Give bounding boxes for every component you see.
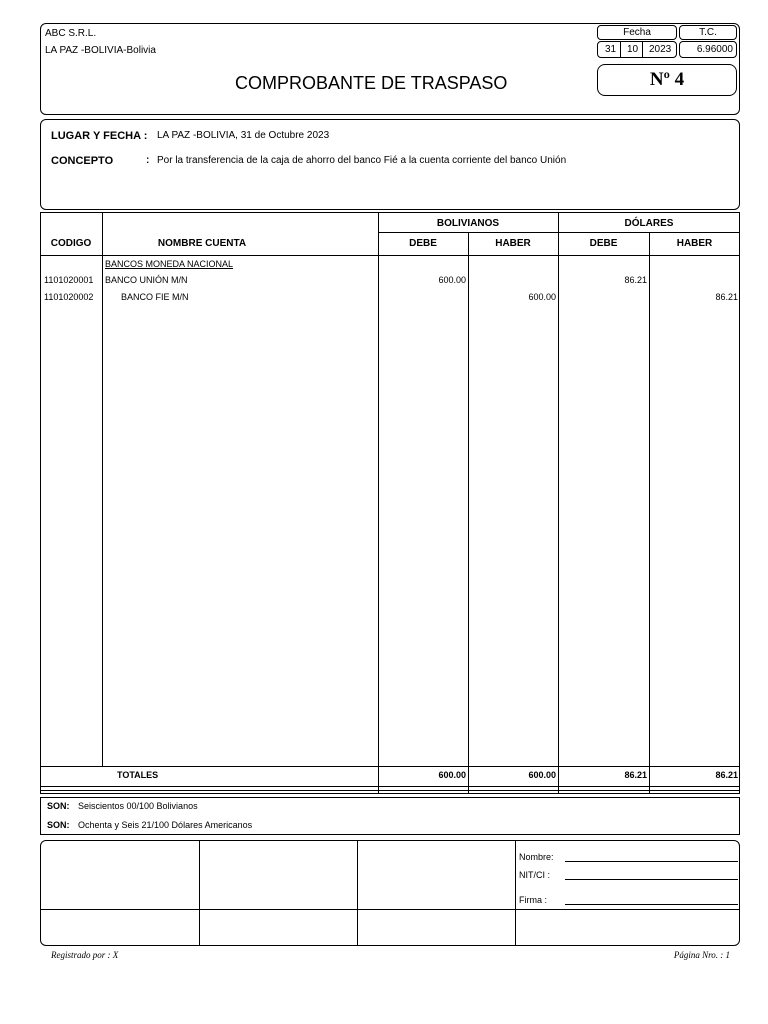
row-debe-bs: 600.00 [438, 275, 466, 285]
son-label-bs: SON: [47, 801, 70, 811]
company-location: LA PAZ -BOLIVIA-Bolivia [45, 45, 156, 56]
page-number: Página Nro. : 1 [673, 950, 730, 960]
header-bolivianos: BOLIVIANOS [436, 218, 500, 229]
row-codigo: 1101020002 [44, 292, 94, 302]
son-dolares: Ochenta y Seis 21/100 Dólares Americanos [78, 820, 253, 830]
date-day: 31 [605, 44, 617, 55]
signature-box [40, 840, 740, 946]
lugar-value: LA PAZ -BOLIVIA, 31 de Octubre 2023 [157, 130, 330, 141]
nombre-line[interactable] [565, 861, 738, 862]
document-number: Nº 4 [649, 69, 685, 90]
concepto-separator: : [146, 155, 150, 166]
firma-label: Firma : [519, 895, 547, 905]
lugar-label: LUGAR Y FECHA : [51, 130, 148, 142]
header-haber-bs: HABER [495, 238, 531, 249]
header-codigo: CODIGO [50, 238, 92, 249]
company-name: ABC S.R.L. [45, 28, 97, 39]
document-title: COMPROBANTE DE TRASPASO [235, 73, 508, 93]
date-box [597, 41, 677, 58]
date-year: 2023 [649, 44, 672, 55]
tc-label: T.C. [699, 27, 717, 38]
tc-value-box [679, 41, 737, 58]
son-bolivianos: Seiscientos 00/100 Bolivianos [78, 801, 198, 811]
concepto-label: CONCEPTO [51, 155, 114, 167]
row-nombre: BANCO UNIÓN M/N [105, 275, 188, 285]
concepto-value: Por la transferencia de la caja de ahorro del banco Fié a la cuenta corriente del banco Unión [157, 155, 567, 166]
total-debe-bs: 600.00 [438, 770, 466, 780]
son-label-us: SON: [47, 820, 70, 830]
header-dolares: DÓLARES [624, 218, 674, 229]
total-debe-us: 86.21 [624, 770, 647, 780]
header-haber-us: HABER [676, 238, 713, 249]
row-codigo: 1101020001 [44, 275, 94, 285]
total-haber-bs: 600.00 [528, 770, 556, 780]
number-box [597, 64, 737, 96]
totals-label: TOTALES [117, 770, 159, 780]
row-haber-us: 86.21 [715, 292, 738, 302]
row-nombre: BANCO FIE M/N [121, 292, 189, 302]
registered-by: Registrado por : X [51, 950, 119, 960]
header-debe-bs: DEBE [409, 238, 437, 249]
firma-line[interactable] [565, 904, 738, 905]
header-debe-us: DEBE [589, 238, 618, 249]
nit-label: NIT/CI : [519, 870, 550, 880]
row-haber-bs: 600.00 [528, 292, 556, 302]
nit-line[interactable] [565, 879, 738, 880]
nombre-label: Nombre: [519, 852, 554, 862]
group-title: BANCOS MONEDA NACIONAL [105, 259, 234, 269]
tc-label-box [679, 25, 737, 40]
header-nombre-cuenta: NOMBRE CUENTA [157, 238, 247, 249]
tc-value: 6.96000 [696, 44, 733, 55]
row-debe-us: 86.21 [624, 275, 647, 285]
total-haber-us: 86.21 [715, 770, 738, 780]
date-month: 10 [627, 44, 639, 55]
fecha-label: Fecha [623, 27, 651, 38]
fecha-label-box [597, 25, 677, 40]
